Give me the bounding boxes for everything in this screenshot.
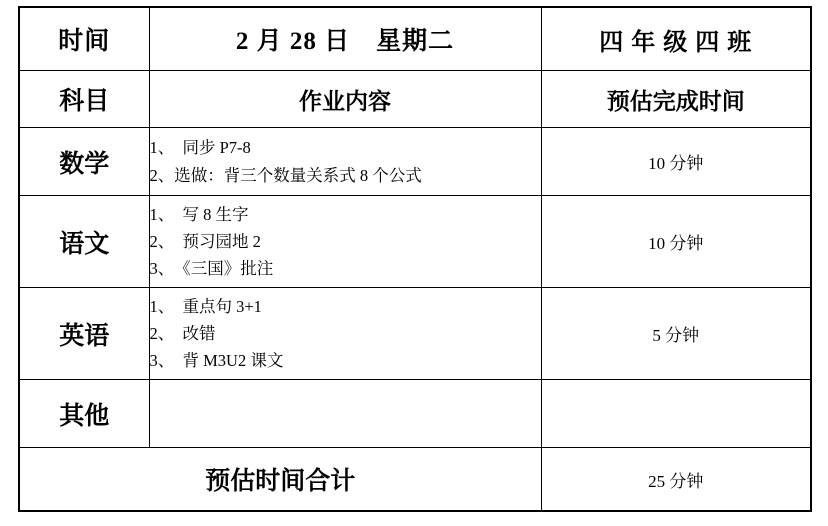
- table-row-column-titles: [19, 71, 811, 128]
- time-label-cell: 时间: [19, 7, 149, 71]
- estimate-value: 10 分钟: [541, 196, 811, 288]
- column-title-estimate: 预估完成时间: [541, 71, 811, 128]
- assignment-list: [149, 288, 541, 380]
- subject-label: 数学: [19, 128, 149, 196]
- total-value: 25 分钟: [541, 448, 811, 512]
- list-item: 2、选做：背三个数量关系式 8 个公式: [149, 165, 422, 185]
- column-title-content: 作业内容: [149, 71, 541, 128]
- table-row-total: [19, 448, 811, 512]
- list-item: 1、 写 8 生字: [149, 204, 249, 224]
- assignment-list: [149, 196, 541, 288]
- table-row-header: [19, 7, 811, 71]
- class-cell: 四 年 级 四 班: [541, 7, 811, 71]
- total-label: 预估时间合计: [19, 448, 541, 512]
- list-item: 3、 背 M3U2 课文: [149, 351, 284, 371]
- table-row: [19, 128, 811, 196]
- estimate-value: 10 分钟: [541, 128, 811, 196]
- list-item: 2、 预习园地 2: [149, 231, 261, 251]
- estimate-value: 5 分钟: [541, 288, 811, 380]
- table-row: [19, 196, 811, 288]
- subject-label: 语文: [19, 196, 149, 288]
- subject-label: 其他: [19, 380, 149, 448]
- list-item: 1、 重点句 3+1: [149, 296, 262, 316]
- list-item: 3、 《三国》批注: [149, 259, 274, 279]
- table-row: [19, 380, 811, 448]
- column-title-subject: 科目: [19, 71, 149, 128]
- list-item: 1、 同步 P7-8: [149, 138, 251, 158]
- homework-table: [18, 6, 812, 512]
- subject-label: 英语: [19, 288, 149, 380]
- table-row: [19, 288, 811, 380]
- estimate-value: [541, 380, 811, 448]
- assignment-list: [149, 380, 541, 448]
- assignment-list: [149, 128, 541, 196]
- list-item: 2、 改错: [149, 323, 216, 343]
- date-cell: 2 月 28 日 星期二: [149, 7, 541, 71]
